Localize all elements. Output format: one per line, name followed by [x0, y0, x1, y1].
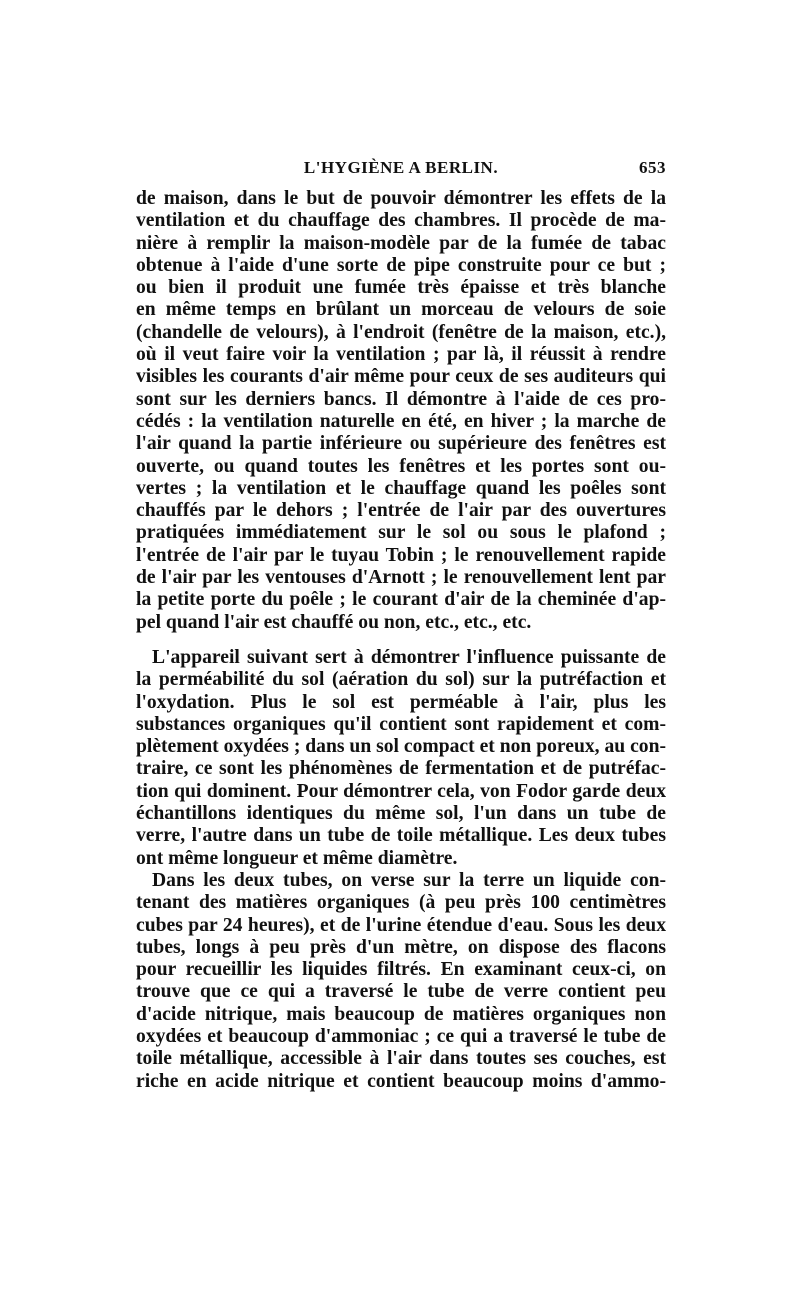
text-line: sont sur les derniers bancs. Il démontre à l'aide de ces pro- — [136, 388, 666, 410]
paragraph-spacer — [136, 634, 666, 647]
paragraph — [136, 870, 666, 1093]
text-line: obtenue à l'aide d'une sorte de pipe construite pour ce but ; — [136, 254, 666, 276]
text-line: pel quand l'air est chauffé ou non, etc., etc., etc. — [136, 611, 532, 633]
text-line: de maison, dans le but de pouvoir démontrer les effets de la — [136, 188, 666, 209]
paragraph — [136, 188, 666, 634]
text-line: vertes ; la ventilation et le chauffage quand les poêles sont — [136, 477, 666, 499]
text-line: chauffés par le dehors ; l'entrée de l'air par des ouvertures — [136, 500, 666, 522]
text-line: ventilation et du chauffage des chambres. Il procède de ma- — [136, 210, 666, 232]
text-line: Dans les deux tubes, on verse sur la terre un liquide con- — [152, 869, 666, 891]
text-line: d'acide nitrique, mais beaucoup de matières organiques non — [136, 1003, 666, 1025]
text-line: ont même longueur et même diamètre. — [136, 847, 458, 869]
text-line: tion qui dominent. Pour démontrer cela, von Fodor garde deux — [136, 780, 666, 802]
text-line: tubes, longs à peu près d'un mètre, on dispose des flacons — [136, 936, 666, 958]
text-line: trouve que ce qui a traversé le tube de verre contient peu — [136, 981, 666, 1003]
text-line: nière à remplir la maison-modèle par de la fumée de tabac — [136, 232, 666, 254]
text-line: cédés : la ventilation naturelle en été, en hiver ; la marche de — [136, 410, 666, 432]
text-line: L'appareil suivant sert à démontrer l'influence puissante de — [152, 646, 666, 668]
text-line: la petite porte du poêle ; le courant d'air de la cheminée d'ap- — [136, 589, 666, 611]
text-line: traire, ce sont les phénomènes de fermentation et de putréfac- — [136, 758, 666, 780]
running-title: L'HYGIÈNE A BERLIN. — [303, 158, 499, 177]
text-line: ou bien il produit une fumée très épaisse et très blanche — [136, 277, 666, 299]
text-line: l'entrée de l'air par le tuyau Tobin ; le renouvellement rapide — [136, 544, 666, 566]
text-line: de l'air par les ventouses d'Arnott ; le renouvellement lent par — [136, 567, 666, 589]
text-line: échantillons identiques du même sol, l'un dans un tube de — [136, 803, 666, 825]
text-line: plètement oxydées ; dans un sol compact et non poreux, au con- — [136, 736, 666, 758]
running-header — [136, 158, 666, 184]
text-line: pratiquées immédiatement sur le sol ou sous le plafond ; — [136, 522, 666, 544]
text-line: toile métallique, accessible à l'air dans toutes ses couches, est — [136, 1048, 666, 1070]
text-line: l'air quand la partie inférieure ou supérieure des fenêtres est — [136, 433, 666, 455]
text-line: tenant des matières organiques (à peu près 100 centimètres — [136, 892, 666, 914]
page-number: 653 — [639, 158, 666, 177]
paragraph — [136, 647, 666, 870]
text-line: riche en acide nitrique et contient beaucoup moins d'ammo- — [136, 1070, 666, 1092]
text-line: la perméabilité du sol (aération du sol) sur la putréfaction et — [136, 669, 666, 691]
text-line: (chandelle de velours), à l'endroit (fenêtre de la maison, etc.), — [136, 321, 666, 343]
text-line: cubes par 24 heures), et de l'urine étendue d'eau. Sous les deux — [136, 914, 666, 936]
text-line: où il veut faire voir la ventilation ; par là, il réussit à rendre — [136, 344, 666, 366]
text-line: l'oxydation. Plus le sol est perméable à l'air, plus les — [136, 691, 666, 713]
text-line: substances organiques qu'il contient sont rapidement et com- — [136, 713, 666, 735]
text-line: ouverte, ou quand toutes les fenêtres et les portes sont ou- — [136, 455, 666, 477]
text-line: visibles les courants d'air même pour ceux de ses auditeurs qui — [136, 366, 666, 388]
text-line: oxydées et beaucoup d'ammoniac ; ce qui a traversé le tube de — [136, 1025, 666, 1047]
text-line: pour recueillir les liquides filtrés. En examinant ceux-ci, on — [136, 959, 666, 981]
body-text — [136, 188, 666, 1093]
text-line: en même temps en brûlant un morceau de velours de soie — [136, 299, 666, 321]
text-line: verre, l'autre dans un tube de toile métallique. Les deux tubes — [136, 825, 666, 847]
